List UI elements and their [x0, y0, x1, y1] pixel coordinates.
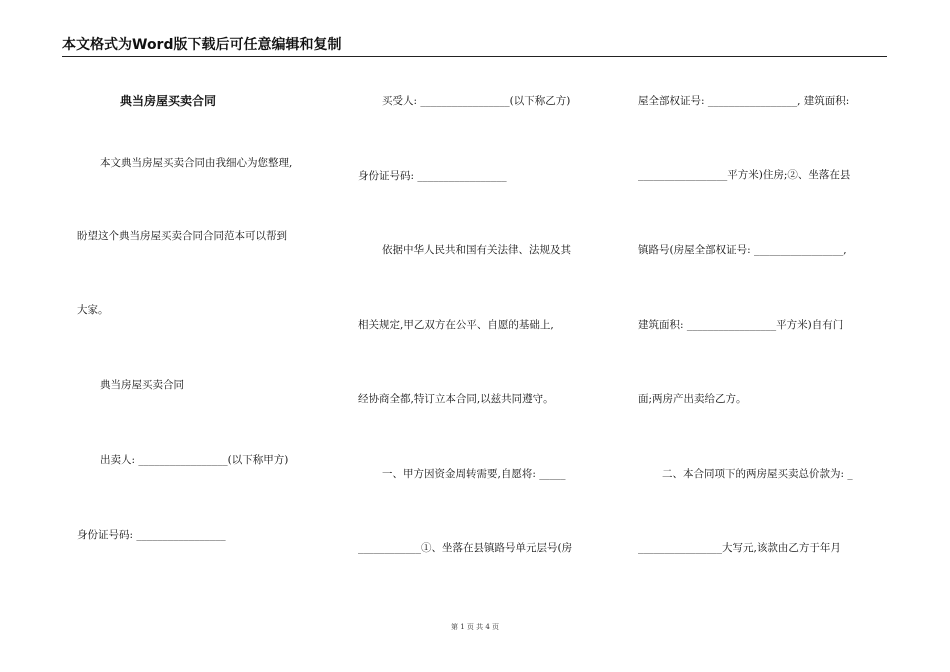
- paragraph-line: 经协商全都,特订立本合同,以兹共同遵守。: [358, 393, 554, 405]
- buyer-line: 买受人: _________________(以下称乙方): [382, 95, 571, 107]
- header-text: 本文格式为Word版下载后可任意编辑和复制: [62, 37, 342, 53]
- paragraph-line: ________________大写元,该款由乙方于年月: [638, 542, 841, 554]
- paragraph-line: 依据中华人民共和国有关法律、法规及其: [382, 244, 571, 256]
- page-header: [62, 34, 887, 57]
- seller-line: 出卖人: _________________(以下称甲方): [100, 454, 289, 466]
- seller-id-line: 身份证号码: _________________: [77, 529, 226, 541]
- paragraph-line: 屋全部权证号: _________________, 建筑面积:: [638, 95, 850, 107]
- paragraph-line: 盼望这个典当房屋买卖合同合同范本可以帮到: [77, 230, 287, 242]
- buyer-id-line: 身份证号码: _________________: [358, 170, 507, 182]
- paragraph-line: 建筑面积: _________________平方米)自有门: [638, 319, 844, 331]
- paragraph-line: 大家。: [77, 304, 109, 316]
- paragraph-line: 相关规定,甲乙双方在公平、自愿的基础上,: [358, 319, 554, 331]
- clause-one-line: 一、甲方因资金周转需要,自愿将: _____: [382, 468, 566, 480]
- clause-two-line: 二、本合同项下的两房屋买卖总价款为: _: [662, 468, 853, 480]
- paragraph-line: _________________平方米)住房;②、坐落在县: [638, 169, 851, 181]
- section-heading: 典当房屋买卖合同: [100, 379, 184, 391]
- paragraph-line: 面;两房产出卖给乙方。: [638, 393, 747, 405]
- document-title: 典当房屋买卖合同: [120, 94, 217, 108]
- paragraph-line: 镇路号(房屋全部权证号: _________________,: [638, 244, 847, 256]
- page-number: 第 1 页 共 4 页: [450, 623, 500, 631]
- paragraph-line: ____________①、坐落在县镇路号单元层号(房: [358, 542, 573, 554]
- paragraph-line: 本文典当房屋买卖合同由我细心为您整理,: [100, 157, 293, 169]
